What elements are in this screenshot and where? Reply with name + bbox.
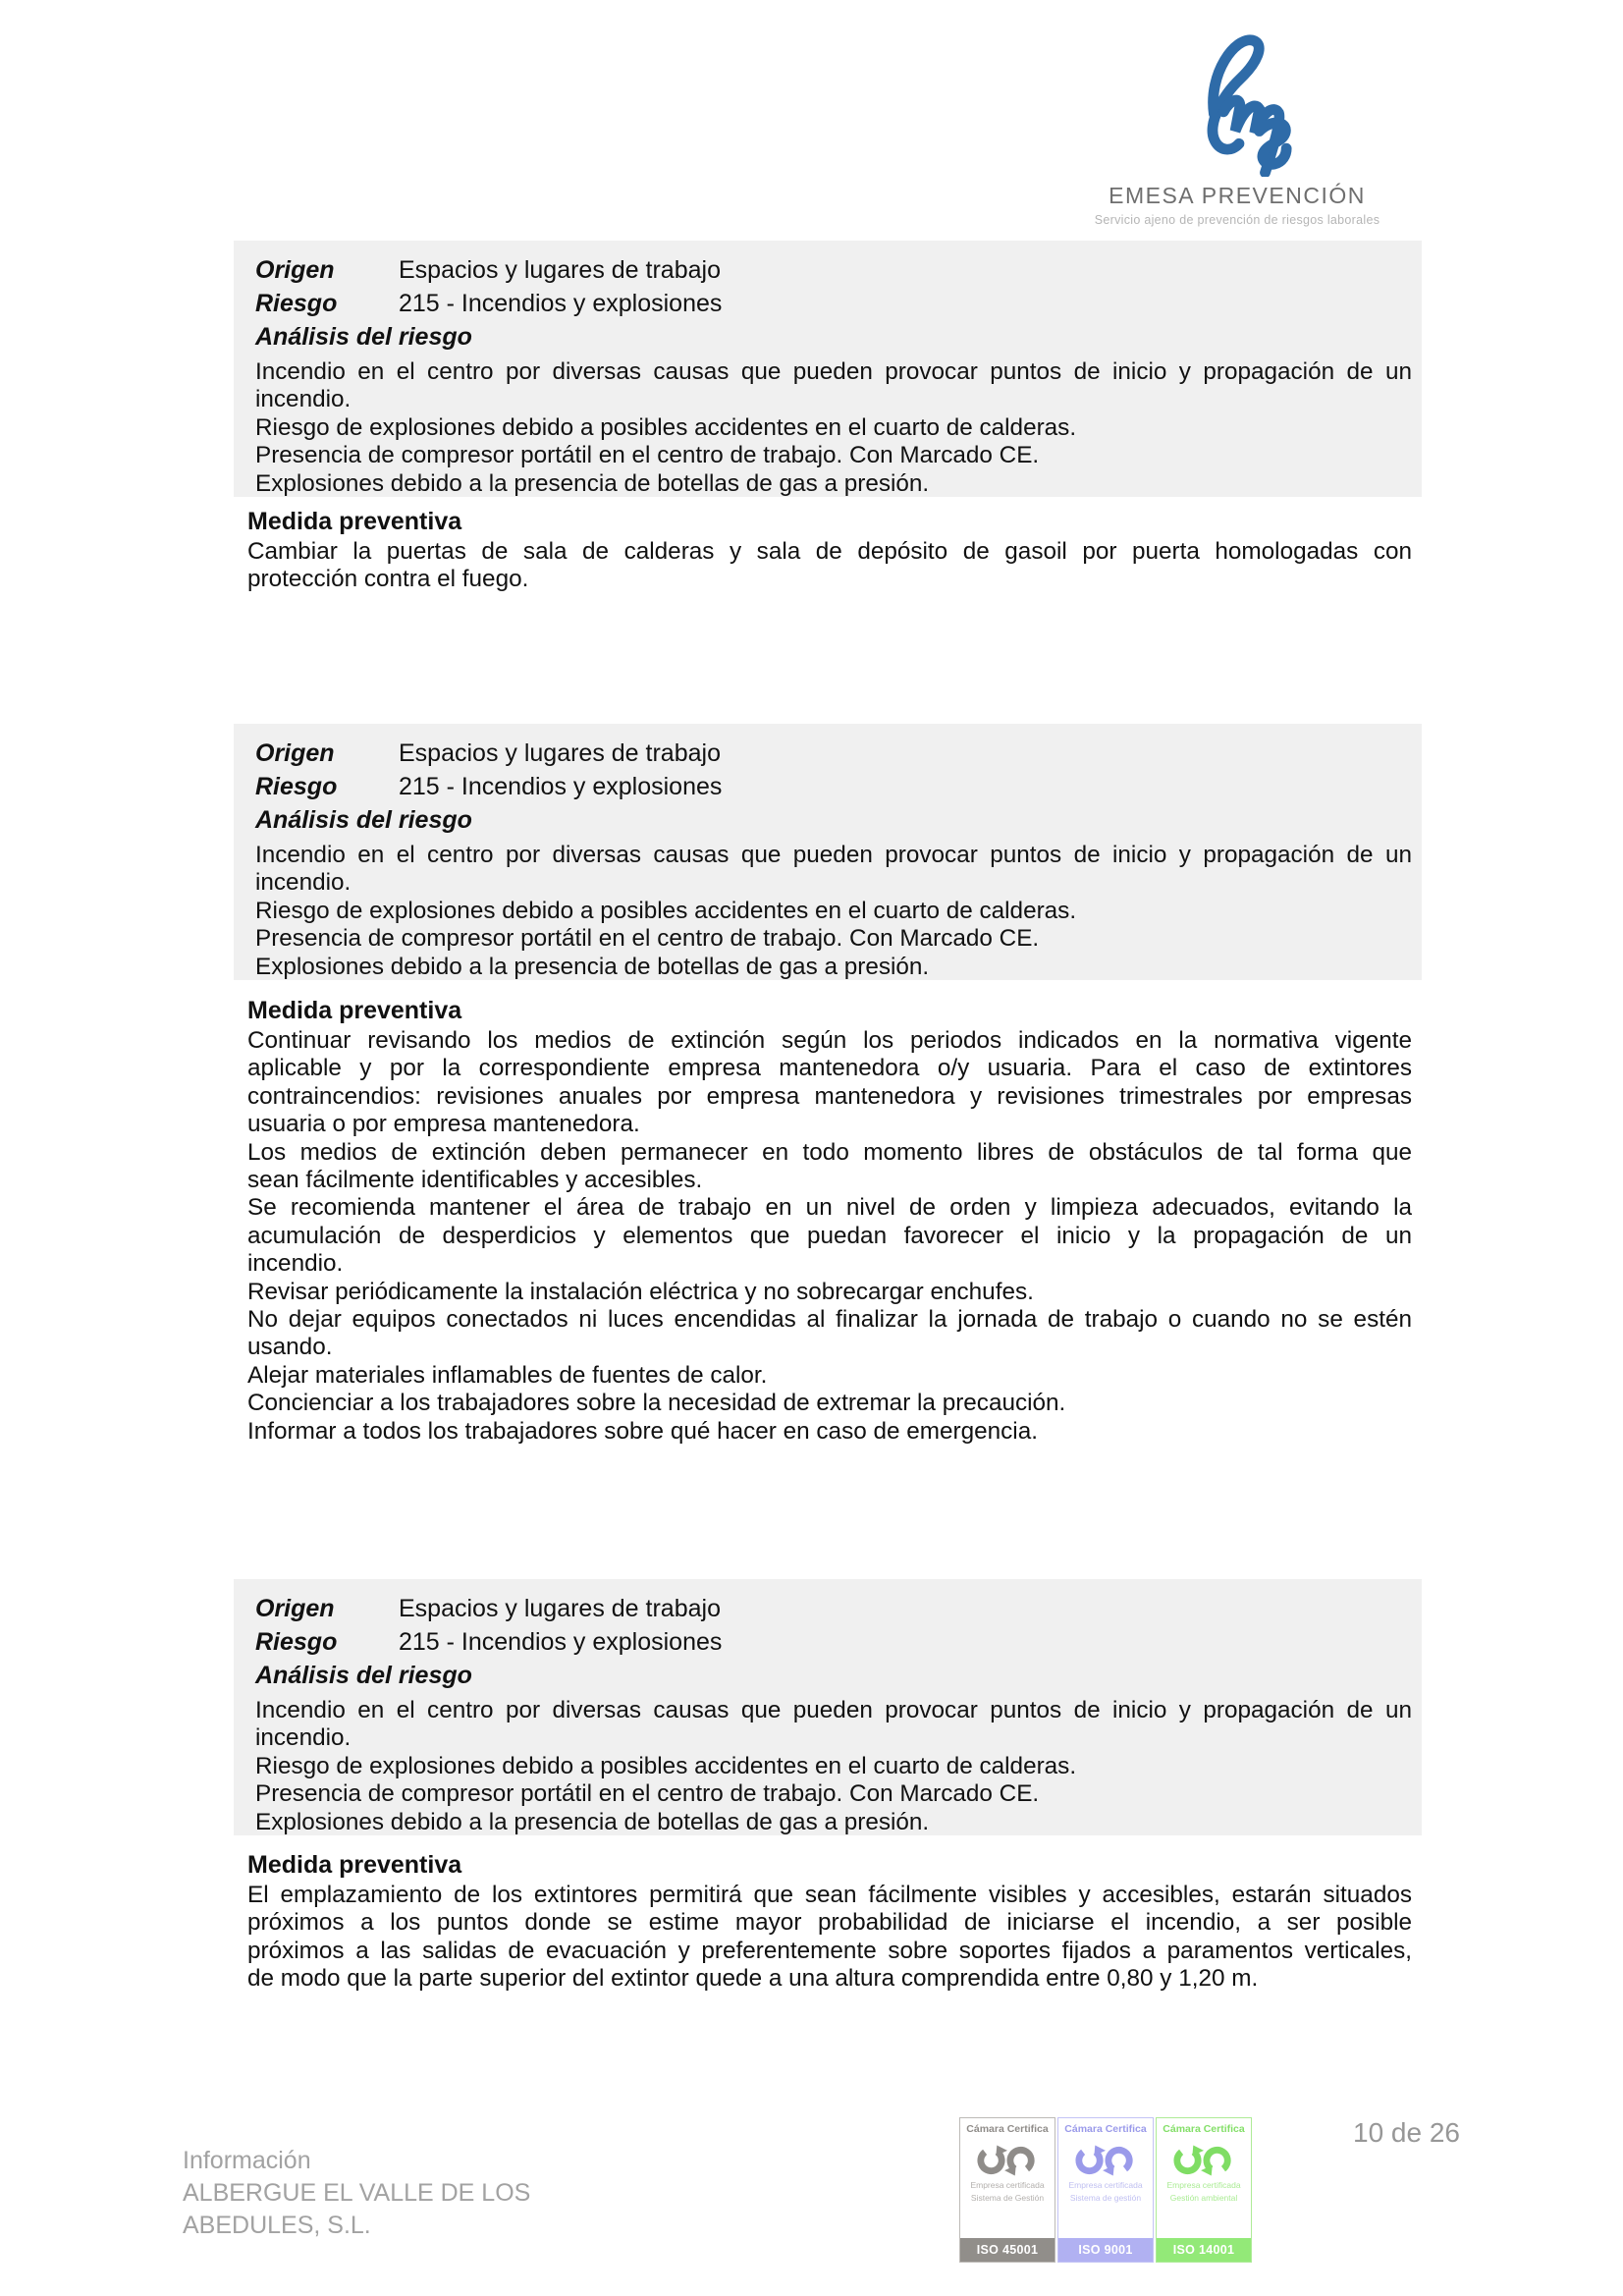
paragraph: [247, 1279, 1412, 1306]
text-line: de modo que la parte superior del extintor quede a una altura comprendida entre 0,80 y 1,20 m.: [247, 1965, 1259, 1993]
text-line: Explosiones debido a la presencia de botellas de gas a presión.: [255, 953, 930, 980]
text-line: protección contra el fuego.: [247, 566, 529, 593]
badge-subtitle2: Sistema de gestión: [1069, 2193, 1142, 2203]
paragraph: [247, 1306, 1412, 1362]
analisis-text: [255, 842, 1412, 981]
text-line: No dejar equipos conectados ni luces encendidas al finalizar la jornada de trabajo o cuando no se estén: [247, 1306, 1412, 1334]
risk-block: [234, 1579, 1422, 1835]
analisis-heading: Análisis del riesgo: [255, 323, 472, 351]
badge-iso-band: ISO 45001: [960, 2238, 1055, 2262]
text-line: acumulación de desperdicios y elementos que puedan favorecer el inicio y la propagación de un: [247, 1222, 1412, 1249]
badge-title: Cámara Certifica: [1163, 2123, 1245, 2135]
riesgo-value: 215 - Incendios y explosiones: [399, 290, 723, 317]
badge-title: Cámara Certifica: [966, 2123, 1049, 2135]
paragraph: [255, 1697, 1412, 1753]
badge-iso-band: ISO 9001: [1058, 2238, 1153, 2262]
text-line: usuaria o por empresa mantenedora.: [247, 1111, 640, 1138]
badge-title: Cámara Certifica: [1064, 2123, 1147, 2135]
analisis-heading: Análisis del riesgo: [255, 1662, 472, 1689]
origen-label: Origen: [255, 739, 335, 767]
info-label: Información: [183, 2147, 311, 2174]
paragraph: [255, 925, 1412, 953]
text-line: contraincendios: revisiones anuales por empresa mantenedora y revisiones trimestrales por empresas: [247, 1082, 1412, 1110]
text-line: El emplazamiento de los extintores permitirá que sean fácilmente visibles y accesibles, estarán situados: [247, 1882, 1412, 1908]
paragraph: [247, 1362, 1412, 1390]
paragraph: [255, 358, 1412, 414]
paragraph: [247, 1027, 1412, 1139]
text-line: Se recomienda mantener el área de trabajo en un nivel de orden y limpieza adecuados, evitando la: [247, 1194, 1412, 1222]
riesgo-value: 215 - Incendios y explosiones: [399, 773, 723, 800]
brand-name: EMESA PREVENCIÓN: [1109, 183, 1366, 208]
paragraph: [255, 1780, 1412, 1808]
text-line: Explosiones debido a la presencia de botellas de gas a presión.: [255, 469, 930, 497]
text-line: Incendio en el centro por diversas causas que pueden provocar puntos de inicio y propagación de un: [255, 842, 1412, 868]
badge-subtitle: Empresa certificada: [970, 2180, 1045, 2190]
brand-tagline: Servicio ajeno de prevención de riesgos laborales: [1094, 213, 1380, 227]
badge-subtitle2: Gestión ambiental: [1169, 2193, 1238, 2203]
origen-row: [255, 737, 1412, 770]
medida-text: [247, 1027, 1412, 1446]
badge-subtitle: Empresa certificada: [1166, 2180, 1241, 2190]
text-line: Riesgo de explosiones debido a posibles accidentes en el cuarto de calderas.: [255, 1752, 1077, 1779]
header-logo: [1060, 27, 1414, 227]
paragraph: [247, 1390, 1412, 1417]
analisis-heading: Análisis del riesgo: [255, 806, 472, 834]
origen-row: [255, 1592, 1412, 1625]
text-line: Alejar materiales inflamables de fuentes de calor.: [247, 1361, 768, 1389]
medida-section: [247, 507, 1412, 594]
certification-badge-iso45001: [959, 2117, 1055, 2263]
riesgo-row: [255, 287, 1412, 320]
text-line: Incendio en el centro por diversas causas que pueden provocar puntos de inicio y propagación de un: [255, 358, 1412, 385]
text-line: Revisar periódicamente la instalación eléctrica y no sobrecargar enchufes.: [247, 1278, 1034, 1305]
company-name-line2: ABEDULES, S.L.: [183, 2212, 371, 2239]
badge-iso-band: ISO 14001: [1157, 2238, 1251, 2262]
text-line: incendio.: [255, 386, 352, 413]
medida-heading: Medida preventiva: [247, 997, 462, 1024]
paragraph: [247, 1139, 1412, 1195]
certification-badge-iso9001: [1057, 2117, 1154, 2263]
text-line: sean fácilmente identificables y accesibles.: [247, 1167, 703, 1194]
paragraph: [255, 1809, 1412, 1836]
medida-text: [247, 1882, 1412, 1994]
badge-subtitle: Empresa certificada: [1068, 2180, 1143, 2190]
riesgo-value: 215 - Incendios y explosiones: [399, 1628, 723, 1656]
risk-block: [234, 724, 1422, 980]
paragraph: [255, 954, 1412, 981]
origen-value: Espacios y lugares de trabajo: [399, 1595, 721, 1622]
analisis-text: [255, 1697, 1412, 1836]
text-line: próximos a los puntos donde se estime mayor probabilidad de iniciarse el incendio, a ser posible: [247, 1909, 1412, 1937]
origen-row: [255, 253, 1412, 287]
paragraph: [247, 1882, 1412, 1994]
footer-info: [183, 2145, 530, 2242]
paragraph: [255, 1753, 1412, 1780]
paragraph: [255, 414, 1412, 442]
riesgo-row: [255, 1625, 1412, 1659]
company-name-line1: ALBERGUE EL VALLE DE LOS: [183, 2179, 531, 2207]
text-line: incendio.: [255, 1724, 352, 1752]
medida-text: [247, 538, 1412, 594]
text-line: incendio.: [255, 869, 352, 897]
cc-logo-icon: [1074, 2144, 1137, 2177]
certification-badges: [959, 2117, 1252, 2263]
paragraph: [255, 470, 1412, 498]
text-line: usando.: [247, 1334, 333, 1361]
text-line: Informar a todos los trabajadores sobre qué hacer en caso de emergencia.: [247, 1417, 1038, 1445]
origen-label: Origen: [255, 1595, 335, 1622]
text-line: Incendio en el centro por diversas causas que pueden provocar puntos de inicio y propagación de un: [255, 1697, 1412, 1723]
certification-badge-iso14001: [1156, 2117, 1252, 2263]
paragraph: [255, 442, 1412, 469]
paragraph: [247, 538, 1412, 594]
risk-block: [234, 241, 1422, 497]
emesa-monogram-icon: [1179, 27, 1295, 177]
paragraph: [247, 1194, 1412, 1278]
text-line: Presencia de compresor portátil en el centro de trabajo. Con Marcado CE.: [255, 442, 1040, 469]
medida-heading: Medida preventiva: [247, 1851, 462, 1879]
origen-value: Espacios y lugares de trabajo: [399, 739, 721, 767]
cc-logo-icon: [1172, 2144, 1235, 2177]
paragraph: [255, 842, 1412, 898]
cc-logo-icon: [976, 2144, 1039, 2177]
text-line: Presencia de compresor portátil en el centro de trabajo. Con Marcado CE.: [255, 1780, 1040, 1808]
text-line: Riesgo de explosiones debido a posibles accidentes en el cuarto de calderas.: [255, 897, 1077, 924]
page-number: 10 de 26: [1353, 2117, 1460, 2148]
origen-label: Origen: [255, 256, 335, 284]
origen-value: Espacios y lugares de trabajo: [399, 256, 721, 284]
text-line: incendio.: [247, 1250, 344, 1278]
text-line: Presencia de compresor portátil en el centro de trabajo. Con Marcado CE.: [255, 925, 1040, 953]
text-line: Concienciar a los trabajadores sobre la necesidad de extremar la precaución.: [247, 1390, 1066, 1417]
paragraph: [247, 1418, 1412, 1446]
riesgo-label: Riesgo: [255, 290, 338, 317]
text-line: Explosiones debido a la presencia de botellas de gas a presión.: [255, 1808, 930, 1835]
medida-heading: Medida preventiva: [247, 508, 462, 535]
medida-section: [247, 996, 1412, 1446]
riesgo-label: Riesgo: [255, 1628, 338, 1656]
text-line: aplicable y por la correspondiente empresa mantenedora o/y usuaria. Para el caso de extintores: [247, 1055, 1412, 1082]
text-line: Los medios de extinción deben permanecer en todo momento libres de obstáculos de tal forma que: [247, 1138, 1412, 1166]
text-line: Riesgo de explosiones debido a posibles accidentes en el cuarto de calderas.: [255, 413, 1077, 441]
text-line: Cambiar la puertas de sala de calderas y sala de depósito de gasoil por puerta homologadas con: [247, 538, 1412, 565]
riesgo-row: [255, 770, 1412, 803]
medida-section: [247, 1850, 1412, 1994]
riesgo-label: Riesgo: [255, 773, 338, 800]
badge-subtitle2: Sistema de Gestión: [970, 2193, 1045, 2203]
paragraph: [255, 898, 1412, 925]
analisis-text: [255, 358, 1412, 498]
text-line: Continuar revisando los medios de extinción según los periodos indicados en la normativa vigente: [247, 1027, 1412, 1054]
text-line: próximos a las salidas de evacuación y preferentemente sobre soportes fijados a paramentos verticales,: [247, 1937, 1412, 1964]
